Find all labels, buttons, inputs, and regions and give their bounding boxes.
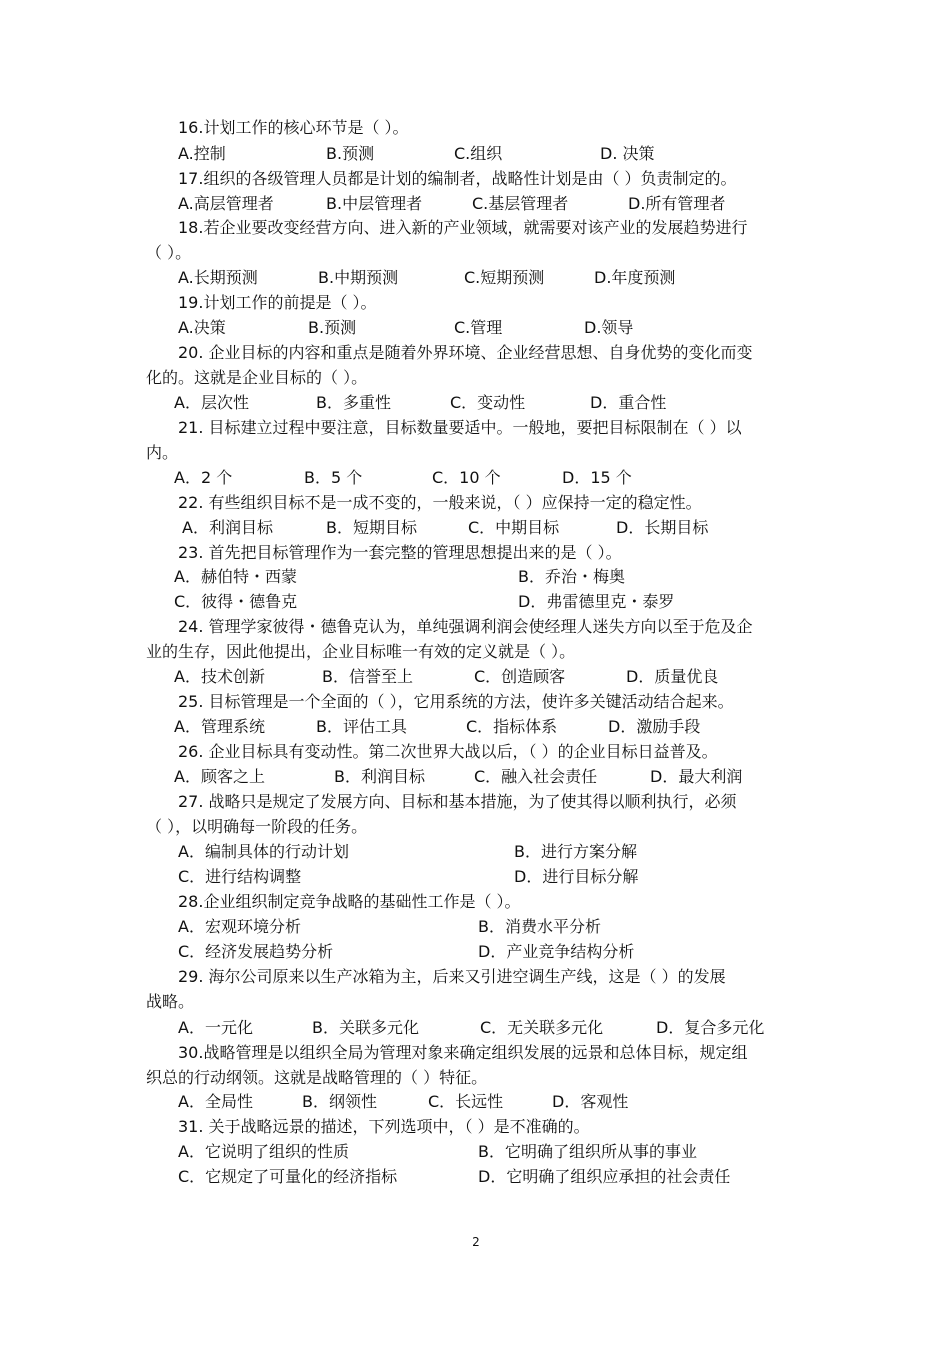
question-23-option-d: D．弗雷德里克・泰罗 bbox=[518, 592, 675, 611]
question-24-option-a: A．技术创新 bbox=[174, 667, 265, 686]
question-26-option-a: A．顾客之上 bbox=[174, 767, 265, 786]
question-27-stem-line1: 27. 战略只是规定了发展方向、目标和基本措施，为了使其得以顺利执行，必须 bbox=[178, 792, 737, 811]
question-26-option-d: D．最大利润 bbox=[650, 767, 743, 786]
question-27-option-a: A．编制具体的行动计划 bbox=[178, 842, 349, 861]
question-18-option-b: B.中期预测 bbox=[318, 268, 399, 287]
question-29-option-c: C．无关联多元化 bbox=[480, 1018, 604, 1037]
question-18-option-c: C.短期预测 bbox=[464, 268, 545, 287]
question-22-stem: 22. 有些组织目标不是一成不变的，一般来说，（ ）应保持一定的稳定性。 bbox=[178, 493, 702, 512]
question-24-stem-line1: 24. 管理学家彼得・德鲁克认为，单纯强调利润会使经理人迷失方向以至于危及企 bbox=[178, 617, 753, 636]
question-28-stem: 28.企业组织制定竞争战略的基础性工作是（ ）。 bbox=[178, 892, 521, 911]
question-30-option-d: D．客观性 bbox=[552, 1092, 629, 1111]
question-20-option-b: B．多重性 bbox=[316, 393, 391, 412]
question-31-stem: 31. 关于战略远景的描述，下列选项中，（ ）是不准确的。 bbox=[178, 1117, 590, 1136]
question-20-option-d: D．重合性 bbox=[590, 393, 667, 412]
question-28-option-c: C．经济发展趋势分析 bbox=[178, 942, 334, 961]
question-31-option-c: C．它规定了可量化的经济指标 bbox=[178, 1167, 398, 1186]
question-29-option-d: D．复合多元化 bbox=[656, 1018, 765, 1037]
question-23-stem: 23. 首先把目标管理作为一套完整的管理思想提出来的是（ ）。 bbox=[178, 543, 622, 562]
question-29-stem-line1: 29. 海尔公司原来以生产冰箱为主，后来又引进空调生产线，这是（ ）的发展 bbox=[178, 967, 726, 986]
question-27-option-c: C．进行结构调整 bbox=[178, 867, 302, 886]
question-28-option-a: A．宏观环境分析 bbox=[178, 917, 301, 936]
question-30-option-a: A．全局性 bbox=[178, 1092, 253, 1111]
question-16-stem: 16.计划工作的核心环节是（ ）。 bbox=[178, 118, 409, 137]
question-25-option-b: B．评估工具 bbox=[316, 717, 407, 736]
question-20-stem-line1: 20. 企业目标的内容和重点是随着外界环境、企业经营思想、自身优势的变化而变 bbox=[178, 343, 753, 362]
question-27-stem-line2: （ ），以明确每一阶段的任务。 bbox=[146, 817, 368, 836]
question-22-option-d: D．长期目标 bbox=[616, 518, 709, 537]
question-17-option-a: A.高层管理者 bbox=[178, 194, 274, 213]
question-21-option-c: C．10 个 bbox=[432, 468, 501, 487]
question-22-option-a: A．利润目标 bbox=[182, 518, 273, 537]
question-29-option-b: B．关联多元化 bbox=[312, 1018, 419, 1037]
question-26-option-b: B．利润目标 bbox=[334, 767, 425, 786]
question-19-option-b: B.预测 bbox=[308, 318, 357, 337]
question-16-option-c: C.组织 bbox=[454, 144, 503, 163]
question-27-option-b: B．进行方案分解 bbox=[514, 842, 637, 861]
question-21-option-d: D．15 个 bbox=[562, 468, 632, 487]
question-21-stem-line2: 内。 bbox=[146, 443, 179, 462]
question-22-option-c: C．中期目标 bbox=[468, 518, 560, 537]
question-18-stem-line2: （ ）。 bbox=[146, 243, 192, 262]
question-23-option-c: C．彼得・德鲁克 bbox=[174, 592, 298, 611]
question-30-stem-line1: 30.战略管理是以组织全局为管理对象来确定组织发展的远景和总体目标，规定组 bbox=[178, 1043, 748, 1062]
question-19-option-c: C.管理 bbox=[454, 318, 503, 337]
question-18-option-a: A.长期预测 bbox=[178, 268, 258, 287]
question-30-option-b: B．纲领性 bbox=[302, 1092, 377, 1111]
question-20-option-a: A．层次性 bbox=[174, 393, 249, 412]
question-17-option-c: C.基层管理者 bbox=[472, 194, 569, 213]
question-28-option-b: B．消费水平分析 bbox=[478, 917, 601, 936]
question-18-stem-line1: 18.若企业要改变经营方向、进入新的产业领域，就需要对该产业的发展趋势进行 bbox=[178, 218, 748, 237]
question-21-stem-line1: 21. 目标建立过程中要注意，目标数量要适中。一般地，要把目标限制在（ ）以 bbox=[178, 418, 742, 437]
question-18-option-d: D.年度预测 bbox=[594, 268, 676, 287]
question-16-option-a: A.控制 bbox=[178, 144, 226, 163]
question-17-option-d: D.所有管理者 bbox=[628, 194, 726, 213]
question-30-option-c: C．长远性 bbox=[428, 1092, 504, 1111]
question-19-option-d: D.领导 bbox=[584, 318, 634, 337]
question-16-option-d: D. 决策 bbox=[600, 144, 655, 163]
page-number: 2 bbox=[472, 1235, 480, 1249]
question-25-option-a: A．管理系统 bbox=[174, 717, 265, 736]
question-23-option-b: B．乔治・梅奥 bbox=[518, 567, 625, 586]
question-24-option-c: C．创造顾客 bbox=[474, 667, 566, 686]
question-17-option-b: B.中层管理者 bbox=[326, 194, 423, 213]
question-21-option-a: A．2 个 bbox=[174, 468, 233, 487]
question-25-stem: 25. 目标管理是一个全面的（ ），它用系统的方法，使许多关键活动结合起来。 bbox=[178, 692, 734, 711]
question-21-option-b: B．5 个 bbox=[304, 468, 363, 487]
question-27-option-d: D．进行目标分解 bbox=[514, 867, 639, 886]
question-26-stem: 26. 企业目标具有变动性。第二次世界大战以后，（ ）的企业目标日益普及。 bbox=[178, 742, 718, 761]
question-23-option-a: A．赫伯特・西蒙 bbox=[174, 567, 297, 586]
question-26-option-c: C．融入社会责任 bbox=[474, 767, 598, 786]
question-24-stem-line2: 业的生存，因此他提出，企业目标唯一有效的定义就是（ ）。 bbox=[146, 642, 576, 661]
question-29-stem-line2: 战略。 bbox=[146, 992, 195, 1011]
question-16-option-b: B.预测 bbox=[326, 144, 375, 163]
question-31-option-b: B．它明确了组织所从事的事业 bbox=[478, 1142, 697, 1161]
question-31-option-d: D．它明确了组织应承担的社会责任 bbox=[478, 1167, 731, 1186]
question-29-option-a: A．一元化 bbox=[178, 1018, 253, 1037]
question-28-option-d: D．产业竞争结构分析 bbox=[478, 942, 635, 961]
question-20-stem-line2: 化的。这就是企业目标的（ ）。 bbox=[146, 368, 368, 387]
question-25-option-d: D．激励手段 bbox=[608, 717, 701, 736]
question-31-option-a: A．它说明了组织的性质 bbox=[178, 1142, 349, 1161]
question-24-option-b: B．信誉至上 bbox=[322, 667, 413, 686]
question-30-stem-line2: 织总的行动纲领。这就是战略管理的（ ）特征。 bbox=[146, 1068, 488, 1087]
question-19-stem: 19.计划工作的前提是（ ）。 bbox=[178, 293, 377, 312]
question-24-option-d: D．质量优良 bbox=[626, 667, 719, 686]
question-19-option-a: A.决策 bbox=[178, 318, 226, 337]
question-20-option-c: C．变动性 bbox=[450, 393, 526, 412]
question-17-stem: 17.组织的各级管理人员都是计划的编制者，战略性计划是由（ ）负责制定的。 bbox=[178, 169, 737, 188]
question-25-option-c: C．指标体系 bbox=[466, 717, 558, 736]
question-22-option-b: B．短期目标 bbox=[326, 518, 417, 537]
